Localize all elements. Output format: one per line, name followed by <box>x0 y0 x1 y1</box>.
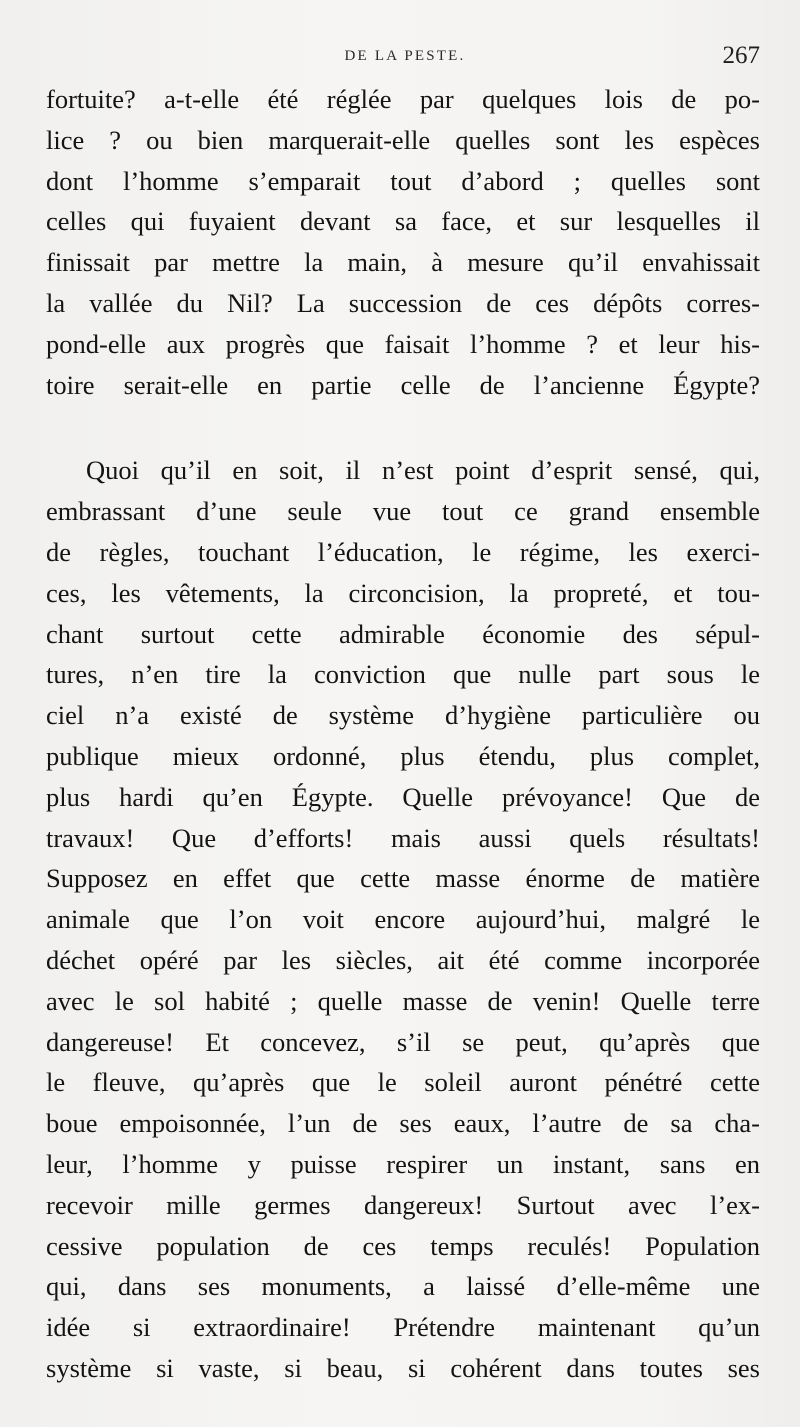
page-number: 267 <box>722 42 760 69</box>
running-head-title: DE LA PESTE. <box>344 48 466 64</box>
text-line: dangereuse! Et concevez, s’il se peut, qu’après que <box>46 1026 760 1057</box>
text-line: toire serait-elle en partie celle de l’ancienne Égypte? <box>46 369 760 400</box>
text-line: pond-elle aux progrès que faisait l’homme ? et leur his- <box>46 328 760 359</box>
text-line: le fleuve, qu’après que le soleil auront pénétré cette <box>46 1067 760 1098</box>
text-line: animale que l’on voit encore aujourd’hui, malgré le <box>46 904 760 935</box>
paragraph-2 <box>46 450 760 1388</box>
text-line: publique mieux ordonné, plus étendu, plus complet, <box>46 740 760 771</box>
text-line: idée si extraordinaire! Prétendre maintenant qu’un <box>46 1312 760 1343</box>
paragraph-1 <box>46 79 760 405</box>
text-line: dont l’homme s’emparait tout d’abord ; quelles sont <box>46 165 760 196</box>
text-line: système si vaste, si beau, si cohérent dans toutes ses <box>46 1352 760 1383</box>
text-line: ces, les vêtements, la circoncision, la propreté, et tou- <box>46 577 760 608</box>
text-line: leur, l’homme y puisse respirer un instant, sans en <box>46 1148 760 1179</box>
text-line: Supposez en effet que cette masse énorme de matière <box>46 863 760 894</box>
text-line: lice ? ou bien marquerait-elle quelles sont les espèces <box>46 124 760 155</box>
running-head <box>46 40 764 84</box>
text-line: de règles, touchant l’éducation, le régime, les exerci- <box>46 536 760 567</box>
text-line: tures, n’en tire la conviction que nulle part sous le <box>46 659 760 690</box>
text-line: déchet opéré par les siècles, ait été comme incorporée <box>46 944 760 975</box>
text-line: qui, dans ses monuments, a laissé d’elle-même une <box>46 1271 760 1302</box>
paragraph-spacer <box>46 405 760 450</box>
text-line: Quoi qu’il en soit, il n’est point d’esprit sensé, qui, <box>86 455 760 486</box>
text-line: chant surtout cette admirable économie des sépul- <box>46 618 760 649</box>
text-line: plus hardi qu’en Égypte. Quelle prévoyance! Que de <box>46 781 760 812</box>
text-line: embrassant d’une seule vue tout ce grand ensemble <box>46 496 760 527</box>
text-line: finissait par mettre la main, à mesure qu’il envahissait <box>46 247 760 278</box>
text-line: la vallée du Nil? La succession de ces dépôts corres- <box>46 287 760 318</box>
text-line: fortuite? a-t-elle été réglée par quelques lois de po- <box>46 84 760 114</box>
text-line: boue empoisonnée, l’un de ses eaux, l’autre de sa cha- <box>46 1108 760 1139</box>
text-line: celles qui fuyaient devant sa face, et sur lesquelles il <box>46 206 760 237</box>
body-text <box>46 79 760 1389</box>
text-line: recevoir mille germes dangereux! Surtout avec l’ex- <box>46 1189 760 1220</box>
text-line: cessive population de ces temps reculés! Population <box>46 1230 760 1261</box>
text-line: ciel n’a existé de système d’hygiène particulière ou <box>46 700 760 731</box>
text-line: travaux! Que d’efforts! mais aussi quels résultats! <box>46 822 760 853</box>
text-line: avec le sol habité ; quelle masse de venin! Quelle terre <box>46 985 760 1016</box>
